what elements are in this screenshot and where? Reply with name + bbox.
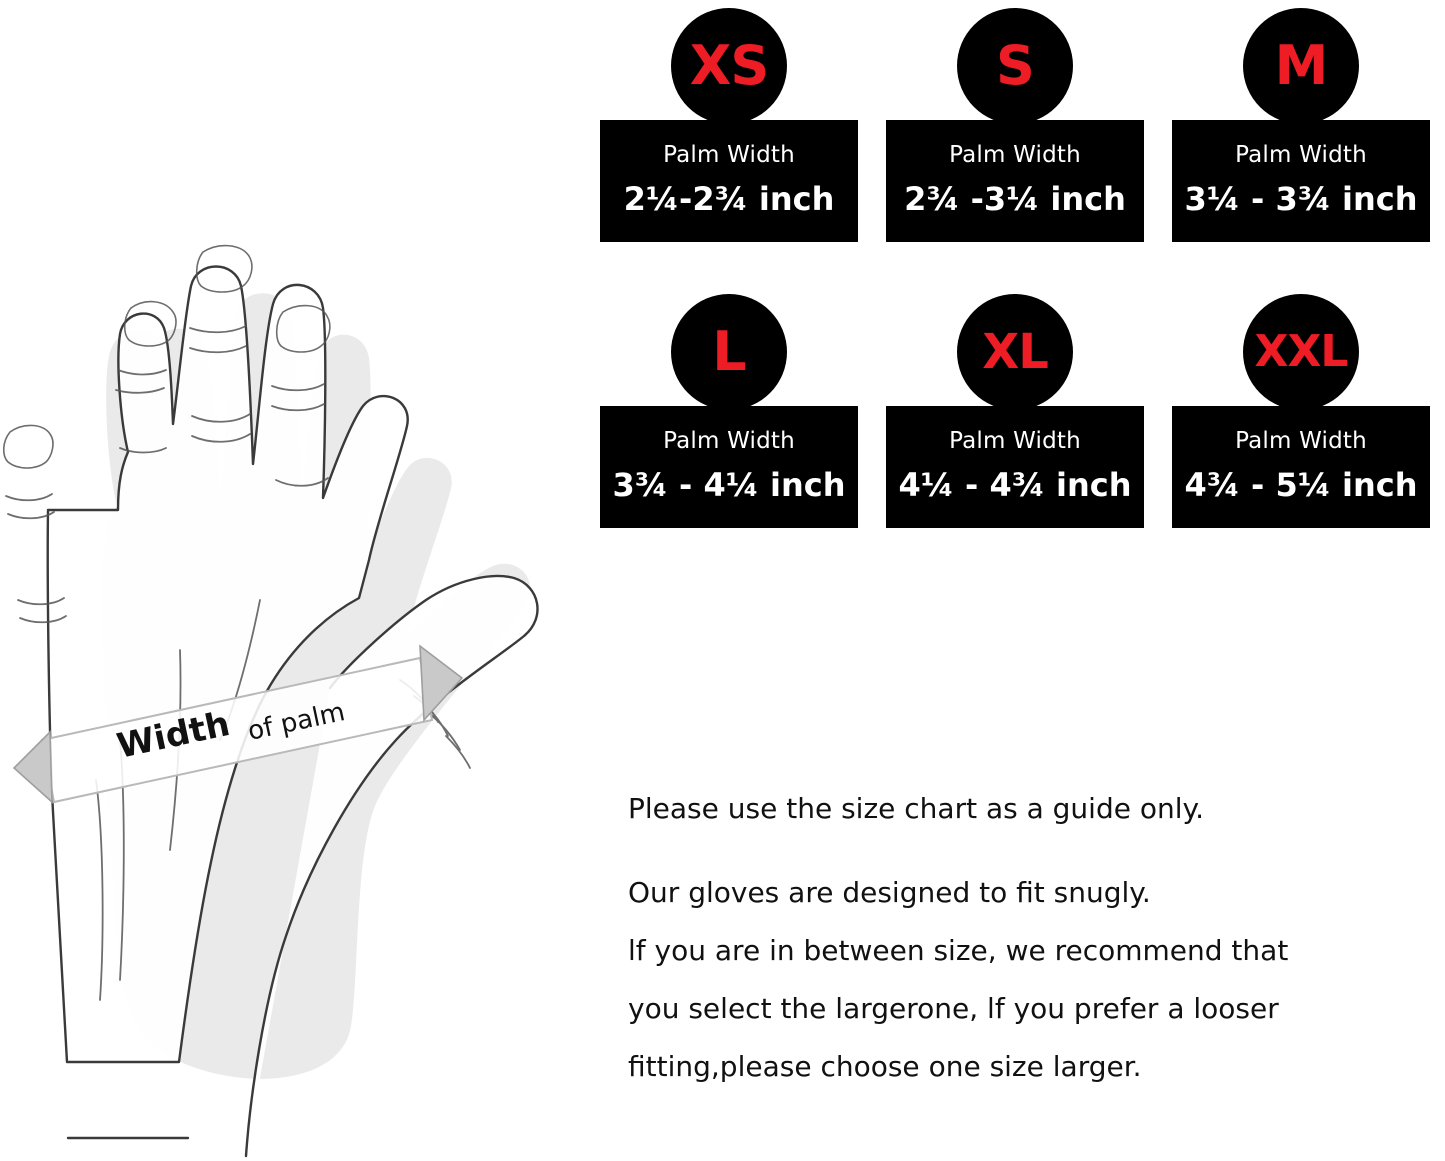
palm-width-value: 2¾ -3¼ inch xyxy=(904,180,1126,218)
size-chart-grid xyxy=(600,8,1430,580)
size-card-s xyxy=(886,8,1144,242)
size-badge-xs: XS xyxy=(671,8,787,124)
size-badge-xxl: XXL xyxy=(1243,294,1359,410)
note-between-size-1: lf you are in between size, we recommend that xyxy=(628,934,1289,967)
palm-width-label: Palm Width xyxy=(949,142,1081,168)
size-badge-l: L xyxy=(671,294,787,410)
size-card-xl xyxy=(886,294,1144,528)
size-badge-m: M xyxy=(1243,8,1359,124)
palm-width-label: Palm Width xyxy=(1235,142,1367,168)
size-card-xs xyxy=(600,8,858,242)
size-panel-l xyxy=(600,406,858,528)
note-between-size-3: fitting,please choose one size larger. xyxy=(628,1050,1142,1083)
size-panel-s xyxy=(886,120,1144,242)
size-panel-m xyxy=(1172,120,1430,242)
size-badge-s: S xyxy=(957,8,1073,124)
palm-width-label: Palm Width xyxy=(949,428,1081,454)
note-between-size-2: you select the largerone, lf you prefer a looser xyxy=(628,992,1279,1025)
size-row-bottom xyxy=(600,294,1430,528)
size-row-top xyxy=(600,8,1430,242)
palm-width-value: 3¼ - 3¾ inch xyxy=(1184,180,1418,218)
size-badge-xl: XL xyxy=(957,294,1073,410)
palm-width-value: 2¼-2¾ inch xyxy=(623,180,835,218)
sizing-notes xyxy=(628,792,1428,1111)
palm-width-label: Palm Width xyxy=(1235,428,1367,454)
note-guide-only: Please use the size chart as a guide only. xyxy=(628,792,1204,825)
palm-width-value: 3¾ - 4¼ inch xyxy=(612,466,846,504)
palm-width-value: 4¾ - 5¼ inch xyxy=(1184,466,1418,504)
palm-width-label-bold: Width xyxy=(113,703,234,767)
size-panel-xxl xyxy=(1172,406,1430,528)
hand-diagram xyxy=(0,180,620,1160)
palm-width-label: Palm Width xyxy=(663,142,795,168)
palm-width-value: 4¼ - 4¾ inch xyxy=(898,466,1132,504)
size-panel-xl xyxy=(886,406,1144,528)
size-card-xxl xyxy=(1172,294,1430,528)
size-panel-xs xyxy=(600,120,858,242)
size-card-l xyxy=(600,294,858,528)
size-card-m xyxy=(1172,8,1430,242)
note-snug-fit: Our gloves are designed to fit snugly. xyxy=(628,876,1151,909)
palm-width-label-rest: of palm xyxy=(245,697,348,747)
palm-width-label: Palm Width xyxy=(663,428,795,454)
